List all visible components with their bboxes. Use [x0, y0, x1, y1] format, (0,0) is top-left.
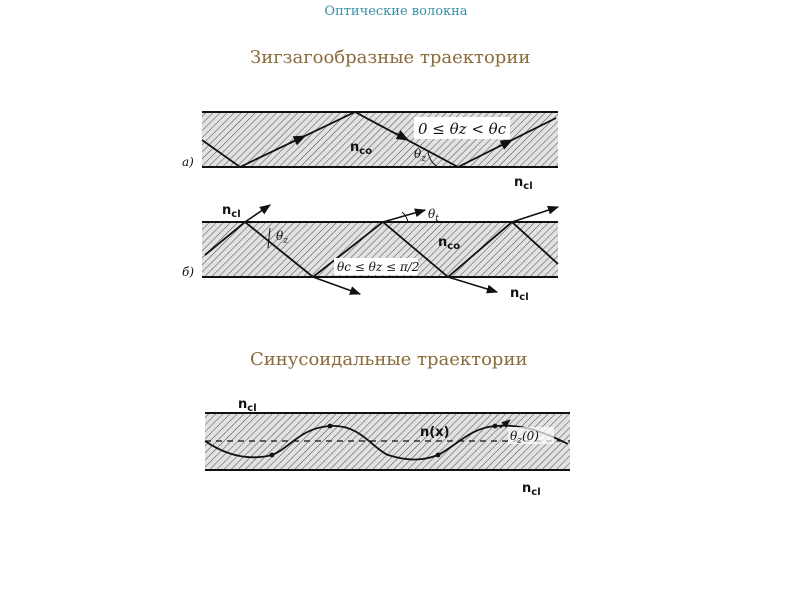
ray-dot-c4 [493, 424, 498, 429]
refracted-ray-b4 [448, 277, 497, 292]
n-clad-bottom-label-c: $n_{cl}$ [522, 481, 541, 498]
n-core-label-b: $n_{co}$ [438, 235, 461, 252]
section-title-zigzag: Зигзагообразные траектории [250, 47, 531, 68]
ray-dot-c1 [270, 453, 275, 458]
n-clad-label-a: $n_{cl}$ [514, 175, 533, 192]
theta-z-label-b: $\theta_z$ [276, 229, 288, 246]
theta-z-label-a: $\theta_z$ [414, 147, 426, 164]
figure-a-label: а) [182, 155, 194, 169]
page-header: Оптические волокна [324, 4, 468, 19]
refracted-ray-b3 [383, 210, 425, 222]
n-core-label-a: $n_{co}$ [350, 140, 373, 157]
figure-b-zigzag-refracting [182, 203, 558, 303]
condition-text-b: θc ≤ θz ≤ π/2 [337, 260, 420, 274]
theta-z-label-c: $\theta_z(0)$ [510, 429, 539, 446]
n-clad-top-label-c: $n_{cl}$ [238, 397, 257, 414]
n-clad-bottom-label-b: $n_{cl}$ [510, 286, 529, 303]
refracted-ray-b5 [512, 207, 558, 222]
figure-a-zigzag-guided [182, 112, 558, 192]
ray-dot-c3 [436, 453, 441, 458]
figure-b-label: б) [182, 265, 195, 279]
refracted-ray-b1 [245, 205, 270, 222]
figure-c-sinusoidal [205, 397, 570, 498]
n-clad-top-label-b: $n_{cl}$ [222, 203, 241, 220]
theta-t-label-b: $\theta_t$ [428, 207, 439, 224]
ray-dot-c2 [328, 424, 333, 429]
section-title-sinusoidal: Синусоидальные траектории [250, 349, 528, 370]
condition-text-a: 0 ≤ θz < θc [418, 120, 507, 138]
refracted-ray-b2 [313, 277, 360, 294]
n-x-label-c: n(x) [420, 425, 450, 440]
